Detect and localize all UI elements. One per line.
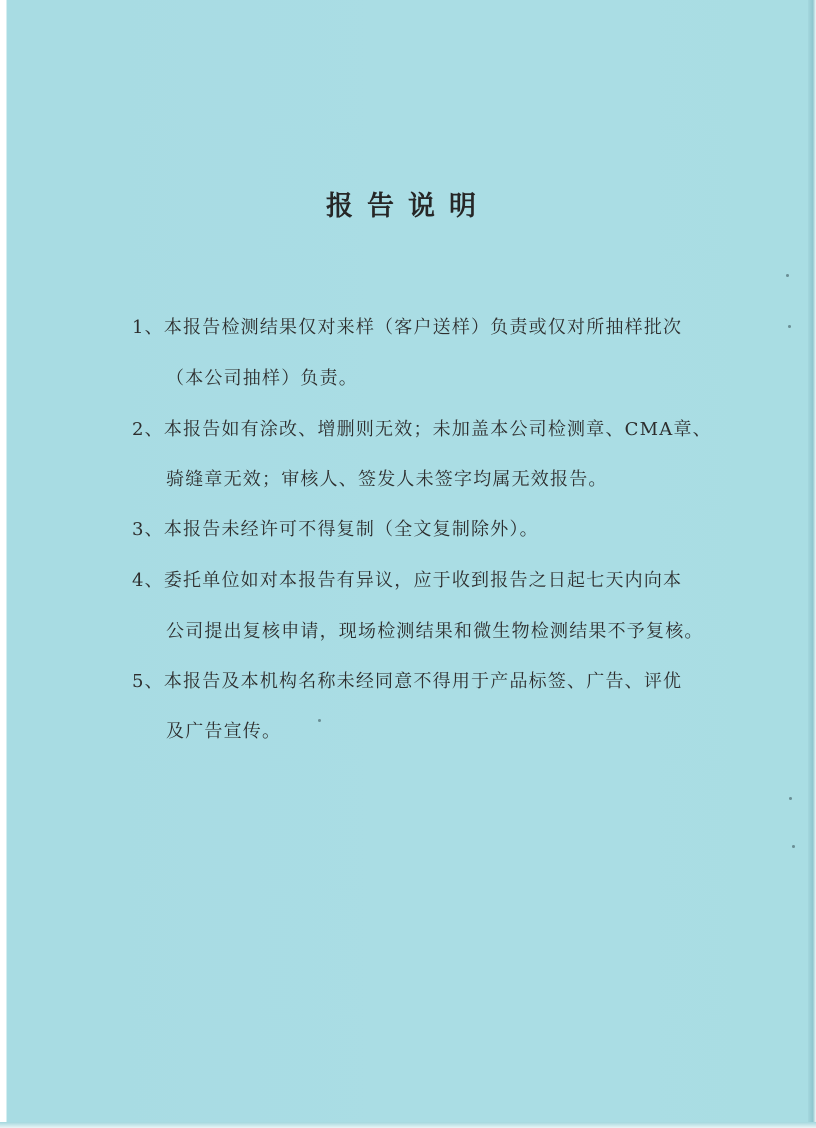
list-item-3-text-1: 本报告未经许可不得复制（全文复制除外）。	[163, 519, 539, 540]
list-item-5-text-1: 本报告及本机构名称未经同意不得用于产品标签、广告、评优	[163, 671, 683, 692]
page-title: 报告说明	[326, 191, 490, 222]
scan-speckle	[318, 719, 321, 722]
list-item-2-text-1: 本报告如有涂改、增删则无效；未加盖本公司检测章、CMA章、	[163, 419, 712, 440]
scan-speckle	[792, 845, 795, 848]
list-item-4-number: 4、	[132, 570, 164, 591]
list-item-3-line-1	[132, 515, 539, 541]
list-item-1-text-1: 本报告检测结果仅对来样（客户送样）负责或仅对所抽样批次	[163, 317, 683, 338]
list-item-4-line-1	[132, 566, 682, 592]
list-item-2-line-1	[132, 415, 712, 441]
page-edge-right	[808, 0, 816, 1128]
scan-speckle	[789, 797, 792, 800]
list-item-5-line-1	[132, 667, 682, 693]
list-item-4-text-1: 委托单位如对本报告有异议，应于收到报告之日起七天内向本	[163, 570, 683, 591]
list-item-3-number: 3、	[132, 519, 164, 540]
scan-speckle	[786, 274, 789, 277]
page-edge-bottom	[0, 1122, 816, 1128]
list-item-5-line-2: 及广告宣传。	[166, 721, 282, 742]
list-item-2-line-2: 骑缝章无效；审核人、签发人未签字均属无效报告。	[166, 469, 608, 490]
list-item-2-number: 2、	[132, 419, 164, 440]
list-item-1-number: 1、	[132, 317, 164, 338]
list-item-1-line-1	[132, 313, 682, 339]
list-item-1-line-2: （本公司抽样）负责。	[166, 368, 358, 389]
list-item-5-number: 5、	[132, 671, 164, 692]
list-item-4-line-2: 公司提出复核申请，现场检测结果和微生物检测结果不予复核。	[166, 621, 704, 642]
scan-speckle	[788, 325, 791, 328]
